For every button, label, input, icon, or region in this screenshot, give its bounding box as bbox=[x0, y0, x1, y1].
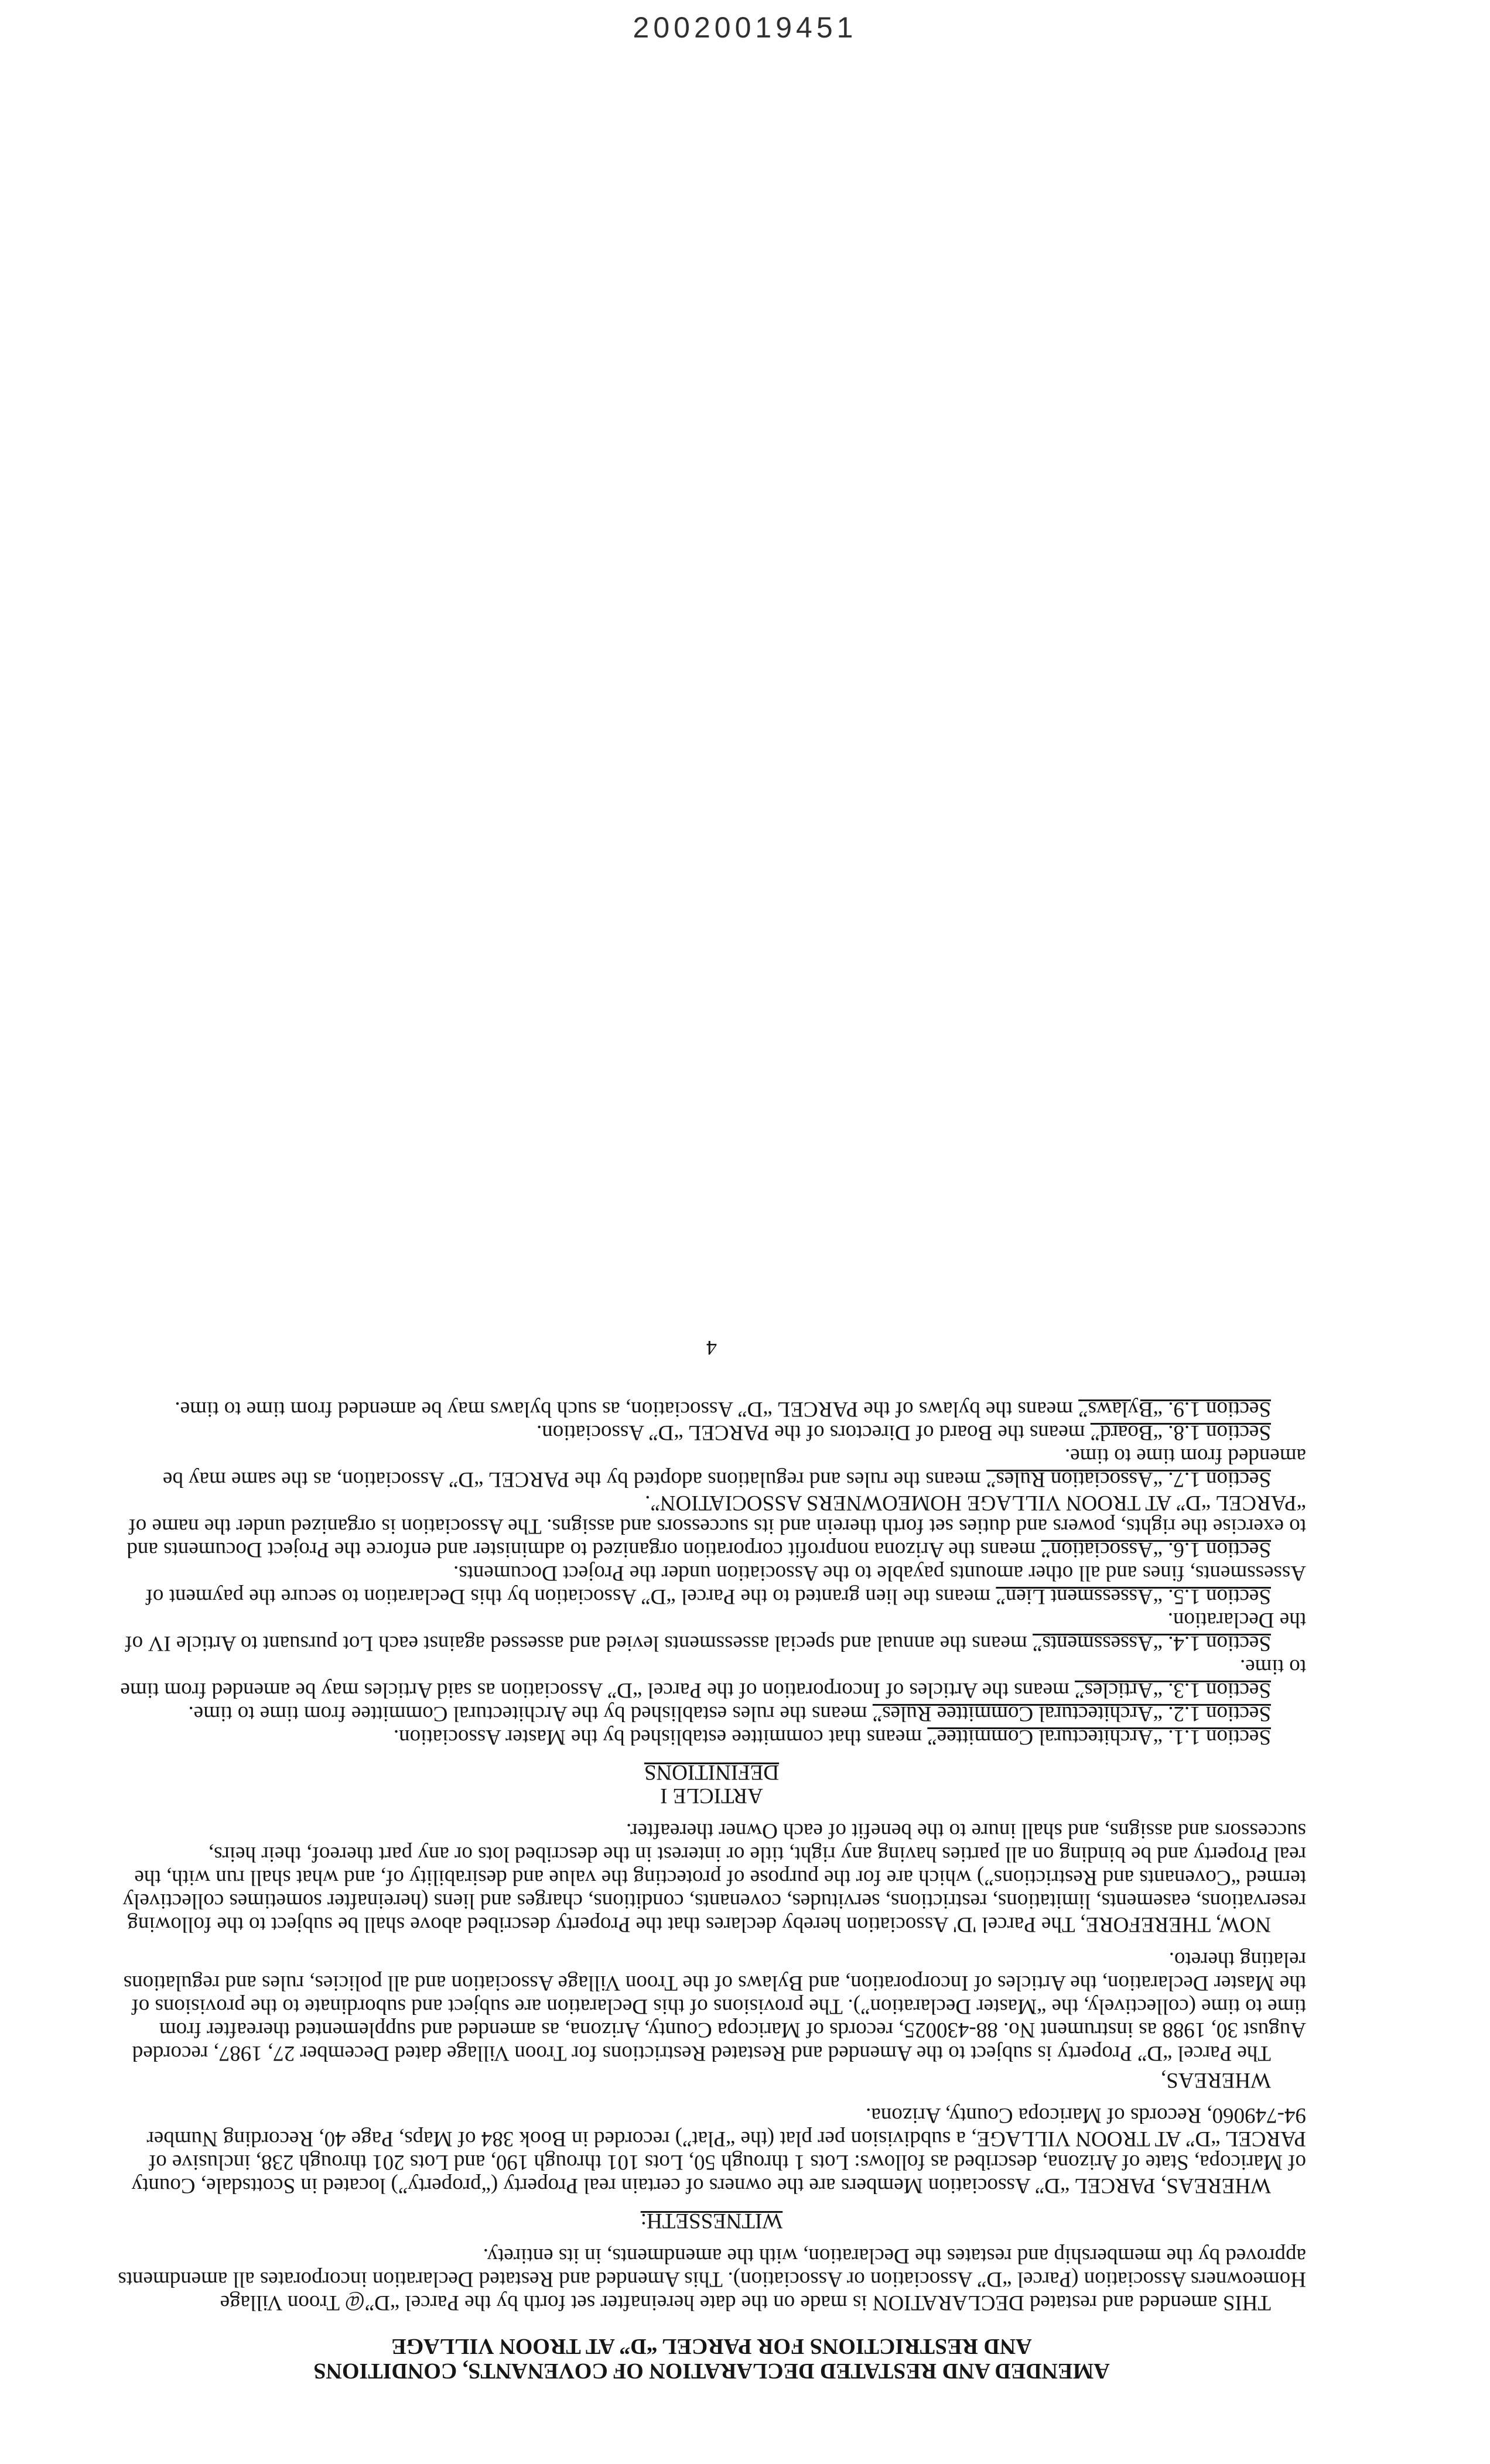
document-title bbox=[117, 2334, 1306, 2383]
section-text: means the Articles of Incorporation of the Parcel “D” Association as said Articles may be amended from time to time. bbox=[120, 1655, 1306, 1702]
section-label: Section 1.6. “Association” bbox=[1041, 1538, 1271, 1562]
section-label: Section 1.9. “Bylaws” bbox=[1078, 1397, 1271, 1421]
section-text: means that committee established by the Master Association. bbox=[393, 1725, 928, 1749]
section-text: means the annual and special assessments levied and assessed against each Lot pursuant to Article IV of the Declaration. bbox=[125, 1608, 1306, 1655]
section-text: means the Board of Directors of the PARCEL “D” Association. bbox=[536, 1421, 1091, 1445]
definition-section bbox=[117, 1397, 1306, 1421]
definition-section bbox=[117, 1491, 1306, 1561]
section-label: Section 1.2. “Architectural Committee Rules” bbox=[872, 1702, 1271, 1726]
whereas-paragraph-1: WHEREAS, PARCEL “D” Association Members are the owners of certain real Property (“property”) located in Scottsdale, County of Maricopa, State of Arizona, described as follows: Lots 1 through 50, Lots 101 through 190, and Lots 201 through 238, inclusive of PARCEL “D” AT TROON VILLAGE, a subdivision per plat (the “Plat”) recorded in Book 384 of Maps, Page 40, Recording Number 94-749060, Records of Maricopa County, Arizona. bbox=[131, 2103, 1306, 2198]
section-text: means the bylaws of the PARCEL “D” Association, as such bylaws may be amended from time to time. bbox=[175, 1397, 1079, 1421]
definition-section bbox=[117, 1655, 1306, 1702]
definition-section bbox=[117, 1608, 1306, 1655]
definitions-list bbox=[117, 1397, 1306, 1748]
definition-section bbox=[117, 1702, 1306, 1725]
document-page bbox=[117, 627, 1306, 2383]
whereas-paragraph-2: The Parcel “D” Property is subject to the Amended and Restated Restrictions for Troon Village dated December 27, 1987, recorded August 30, 1988 as instrument No. 88-430025, records of Maricopa County, Arizona, as amended and supplemented thereafter from time to time (collectively, the “Master Declaration”). The provisions of this Declaration are subject and subordinate to the provisions of the Master Declaration, the Articles of Incorporation, and Bylaws of the Troon Village Association and all policies, rules and regulations relating thereto. bbox=[123, 1948, 1306, 2065]
article-subtitle: DEFINITIONS bbox=[644, 1760, 780, 1784]
intro-paragraph: THIS amended and restated DECLARATION is made on the date hereinafter set forth by the Parcel “D”@ Troon Village Homeowners Association (Parcel “D” Association or Association). This Amended and Restated Declaration incorporates all amendments approved by the membership and restates the Declaration, with the amendments, in its entirety. bbox=[118, 2244, 1306, 2315]
now-therefore-paragraph: NOW, THEREFORE, The Parcel 'D' Association hereby declares that the Property described above shall be subject to the following reservations, easements, limitations, restrictions, servitudes, covenants, conditions, charges and liens (hereinafter sometimes collectively termed “Covenants and Restrictions”) which are for the purpose of protecting the value and desirability of, and what shall run with, the real Property and be binding on all parties having any right, title or interest in the described lots or any part thereof, their heirs, successors and assigns, and shall inure to the benefit of each Owner thereafter. bbox=[122, 1819, 1306, 1936]
section-text: means the lien granted to the Parcel “D” Association by this Declaration to secure the payment of Assessments, fines and all other amounts payable to the Association under the Project Documents. bbox=[145, 1561, 1306, 1609]
document-title-line-2: AND RESTRICTIONS FOR PARCEL “D” AT TROON VILLAGE bbox=[391, 2334, 1032, 2359]
witnesseth-label: WITNESSETH: bbox=[640, 2209, 783, 2233]
definition-section bbox=[117, 1725, 1306, 1748]
definition-section bbox=[117, 1561, 1306, 1608]
article-heading bbox=[117, 1760, 1306, 1807]
document-title-line-1: AMENDED AND RESTATED DECLARATION OF COVENANTS, CONDITIONS bbox=[313, 2359, 1110, 2383]
section-label: Section 1.4. “Assessments” bbox=[1033, 1631, 1271, 1655]
article-title: ARTICLE I bbox=[660, 1784, 763, 1808]
recording-number: 20020019451 bbox=[633, 11, 857, 44]
section-label: Section 1.3. “Articles” bbox=[1075, 1678, 1271, 1702]
section-label: Section 1.7. “Association Rules” bbox=[986, 1467, 1271, 1491]
witnesseth-heading bbox=[117, 2209, 1306, 2232]
definition-section bbox=[117, 1421, 1306, 1444]
section-label: Section 1.5. “Assessment Lien” bbox=[996, 1585, 1271, 1609]
section-label: Section 1.1. “Architectural Committee” bbox=[927, 1725, 1271, 1749]
section-text: means the rules established by the Architectural Committee from time to time. bbox=[188, 1702, 873, 1726]
section-label: Section 1.8. “Board” bbox=[1090, 1421, 1271, 1445]
section-text: means the rules and regulations adopted by the PARCEL “D” Association, as the same may be amended from time to time. bbox=[162, 1444, 1306, 1491]
section-text: means the Arizona nonprofit corporation organized to administer and enforce the Project Documents and to exercise the rights, powers and duties set forth therein and its successors and assigns. The Association is organized under the name of “PARCEL “D” AT TROON VILLAGE HOMEOWNERS ASSOCIATION”. bbox=[127, 1491, 1306, 1562]
page-number: 4 bbox=[706, 1336, 717, 1360]
whereas-heading-2: WHEREAS, bbox=[1160, 2068, 1271, 2092]
definition-section bbox=[117, 1444, 1306, 1491]
